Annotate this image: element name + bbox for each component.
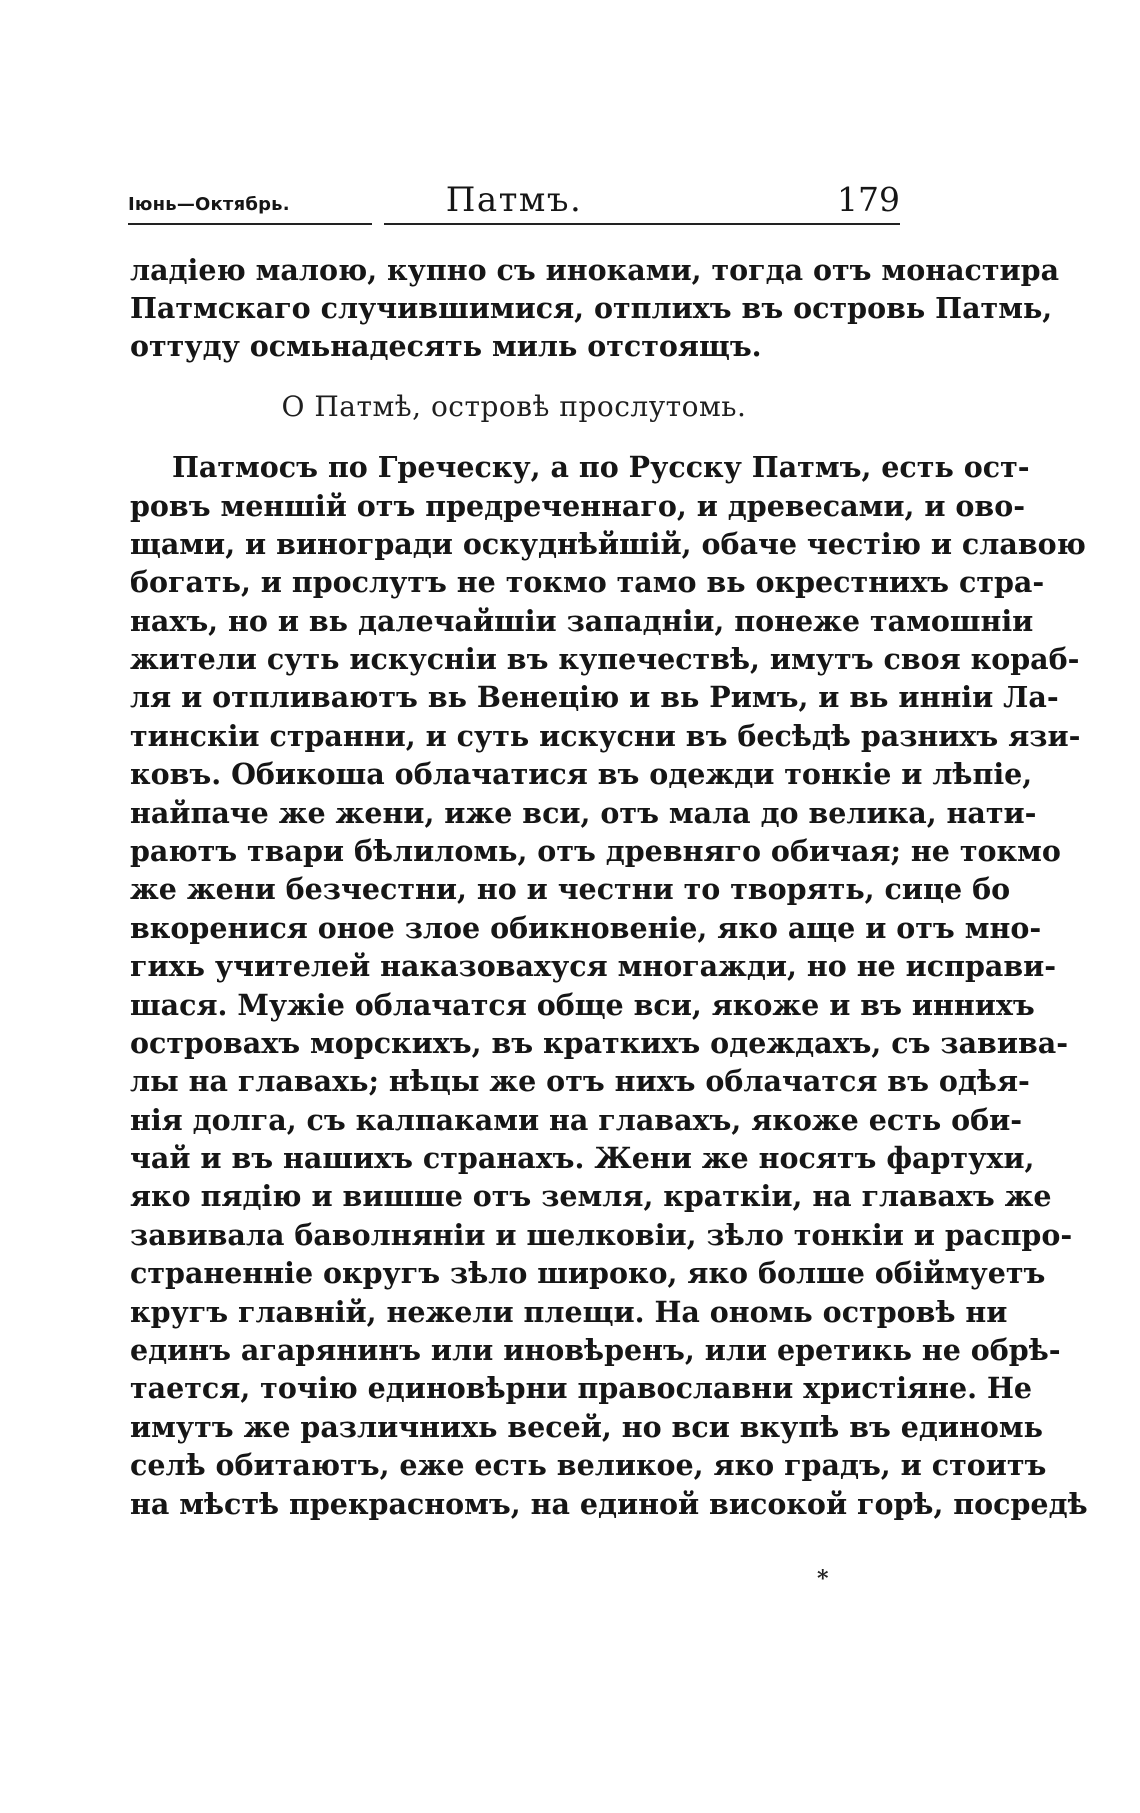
running-header xyxy=(128,180,900,226)
text-line: кругъ главній, нежели плещи. На ономь островѣ ни xyxy=(130,1295,1008,1329)
text-line: островахъ морскихъ, въ краткихъ одеждахъ, съ завива- xyxy=(130,1026,1069,1060)
text-line: селѣ обитаютъ, еже есть великое, яко градъ, и стоитъ xyxy=(130,1448,1047,1482)
text-line: ля и отпливаютъ вь Венецію и вь Римъ, и вь инніи Ла- xyxy=(130,680,1059,714)
text-line: лы на главахь; нѣцы же отъ нихъ облачатся въ одѣя- xyxy=(130,1064,1030,1098)
text-line: завивала баволняніи и шелковіи, зѣло тонкіи и распро- xyxy=(130,1218,1073,1252)
text-line: гихь учителей наказовахуся многажди, но не исправи- xyxy=(130,949,1057,983)
text-line: Патмосъ по Греческу, а по Русску Патмъ, есть ост- xyxy=(172,450,1030,484)
text-line: яко пядію и вишше отъ земля, краткіи, на главахъ же xyxy=(130,1179,1052,1213)
text-line: Патмскаго случившимися, отплихъ въ островь Патмь, xyxy=(130,291,1053,325)
text-line: шася. Мужіе облачатся обще вси, якоже и въ иннихъ xyxy=(130,988,1035,1022)
section-heading: О Патмѣ, островѣ прослутомь. xyxy=(281,390,747,423)
text-line: ладіею малою, купно съ иноками, тогда отъ монастира xyxy=(130,253,1060,287)
text-line: вкоренися оное злое обикновеніе, яко аще и отъ мно- xyxy=(130,911,1042,945)
text-line: нахъ, но и вь далечайшіи западніи, понеже тамошніи xyxy=(130,604,1034,638)
text-line: же жени безчестни, но и честни то творять, сице бо xyxy=(130,872,1011,906)
text-line: страненніе округъ зѣло широко, яко болше обіймуетъ xyxy=(130,1256,1046,1290)
text-line: найпаче же жени, иже вси, отъ мала до велика, нати- xyxy=(130,796,1037,830)
header-rule-right xyxy=(384,223,900,225)
text-line: тинскіи странни, и суть искусни въ бесѣдѣ разнихъ язи- xyxy=(130,719,1081,753)
header-title: Патмъ. xyxy=(445,180,583,220)
text-line: на мѣстѣ прекрасномъ, на единой високой горѣ, посредѣ xyxy=(130,1487,1088,1521)
text-line: жители суть искусніи въ купечествѣ, имутъ своя кораб- xyxy=(130,642,1080,676)
text-line: богать, и прослутъ не токмо тамо вь окрестнихъ стра- xyxy=(130,565,1045,599)
text-line: нія долга, съ калпаками на главахъ, якоже есть оби- xyxy=(130,1103,1023,1137)
text-line: чай и въ нашихъ странахъ. Жени же носятъ фартухи, xyxy=(130,1141,1035,1175)
text-line: щами, и виногради оскуднѣйшій, обаче честію и славою xyxy=(130,527,1086,561)
text-line: единъ агарянинъ или иновѣренъ, или еретикь не обрѣ- xyxy=(130,1333,1061,1367)
header-date-range: Іюнь—Октябрь. xyxy=(128,194,290,215)
page-number: 179 xyxy=(837,180,900,219)
text-line: имутъ же различнихь весей, но вси вкупѣ въ единомь xyxy=(130,1410,1044,1444)
footnote-mark: * xyxy=(817,1566,829,1592)
text-line: раютъ твари бѣлиломь, отъ древняго обичая; не токмо xyxy=(130,834,1061,868)
text-line: ровъ меншій отъ предреченнаго, и древесами, и ово- xyxy=(130,489,1026,523)
text-line: тается, точію единовѣрни православни христіяне. Не xyxy=(130,1371,1033,1405)
text-line: оттуду осмьнадесять миль отстоящъ. xyxy=(130,329,762,363)
header-rule-left xyxy=(128,223,372,225)
text-line: ковъ. Обикоша облачатися въ одежди тонкіе и лѣпіе, xyxy=(130,757,1033,791)
